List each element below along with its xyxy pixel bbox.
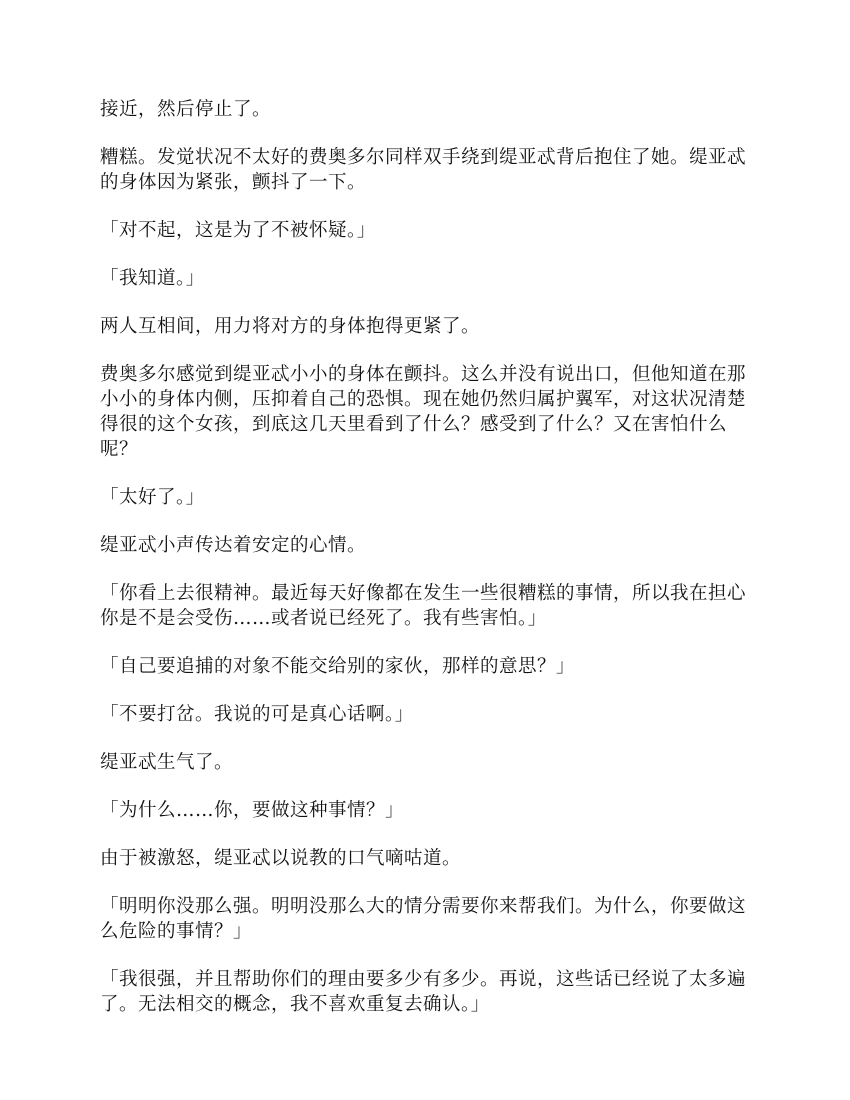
paragraph: 「自己要追捕的对象不能交给别的家伙，那样的意思？」 [100, 656, 576, 677]
paragraph: 「不要打岔。我说的可是真心话啊。」 [100, 704, 414, 725]
paragraph: 由于被激怒，缇亚忒以说教的口气嘀咕道。 [100, 848, 462, 869]
paragraph: 「对不起，这是为了不被怀疑。」 [100, 220, 376, 241]
paragraph: 费奥多尔感觉到缇亚忒小小的身体在颤抖。这么并没有说出口，但他知道在那小小的身体内侧，压抑着自己的恐惧。现在她仍然归属护翼军，对这状况清楚得很的这个女孩，到底这几天里看到了什么？感受到了什么？又在害怕什么呢？ [100, 364, 747, 460]
paragraph: 「你看上去很精神。最近每天好像都在发生一些很糟糕的事情，所以我在担心你是不是会受伤……或者说已经死了。我有些害怕。」 [100, 583, 747, 629]
paragraph: 「为什么……你，要做这种事情？」 [100, 800, 405, 821]
paragraph: 接近，然后停止了。 [100, 99, 272, 120]
paragraph: 「我很强，并且帮助你们的理由要多少有多少。再说，这些话已经说了太多遍了。无法相交的概念，我不喜欢重复去确认。」 [100, 969, 747, 1015]
paragraph: 缇亚忒生气了。 [100, 752, 234, 773]
paragraph: 「太好了。」 [100, 487, 205, 508]
paragraph: 缇亚忒小声传达着安定的心情。 [100, 535, 367, 556]
body-text [100, 97, 752, 1040]
paragraph: 「我知道。」 [100, 268, 205, 289]
paragraph: 两人互相间，用力将对方的身体抱得更紧了。 [100, 316, 481, 337]
paragraph: 「明明你没那么强。明明没那么大的情分需要你来帮我们。为什么，你要做这么危险的事情？」 [100, 896, 747, 942]
paragraph: 糟糕。发觉状况不太好的费奥多尔同样双手绕到缇亚忒背后抱住了她。缇亚忒的身体因为紧张，颤抖了一下。 [100, 147, 747, 193]
